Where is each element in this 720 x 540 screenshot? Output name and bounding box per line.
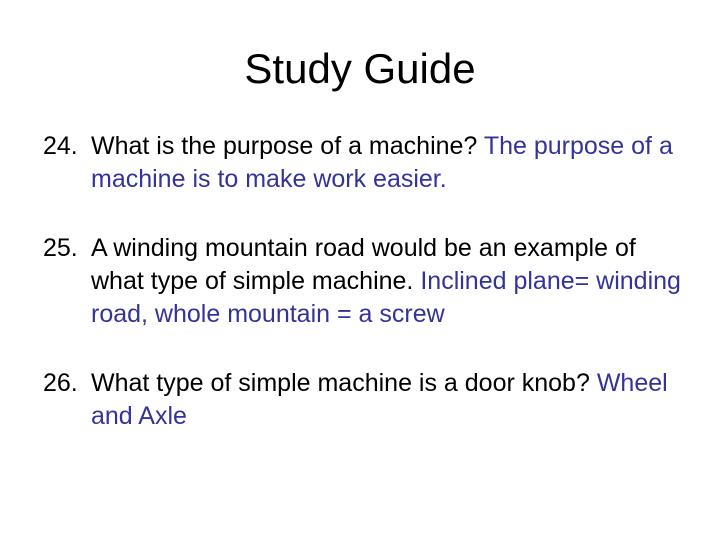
question-item-25 xyxy=(43,232,693,331)
question-number: 24. xyxy=(43,132,78,160)
answer-text: Inclined plane= winding road, whole mountain = a screw xyxy=(91,267,681,328)
answer-text: The purpose of a machine is to make work easier. xyxy=(91,132,673,193)
answer-text: Wheel and Axle xyxy=(91,369,668,430)
slide-title: Study Guide xyxy=(244,45,476,92)
question-list xyxy=(43,130,693,433)
question-text: A winding mountain road would be an example of what type of simple machine. xyxy=(91,234,636,295)
question-text: What is the purpose of a machine? xyxy=(91,132,478,160)
question-item-24 xyxy=(43,130,693,196)
question-item-26 xyxy=(43,367,693,433)
question-number: 26. xyxy=(43,369,78,397)
question-text: What type of simple machine is a door knob? xyxy=(91,369,590,397)
question-number: 25. xyxy=(43,234,78,262)
